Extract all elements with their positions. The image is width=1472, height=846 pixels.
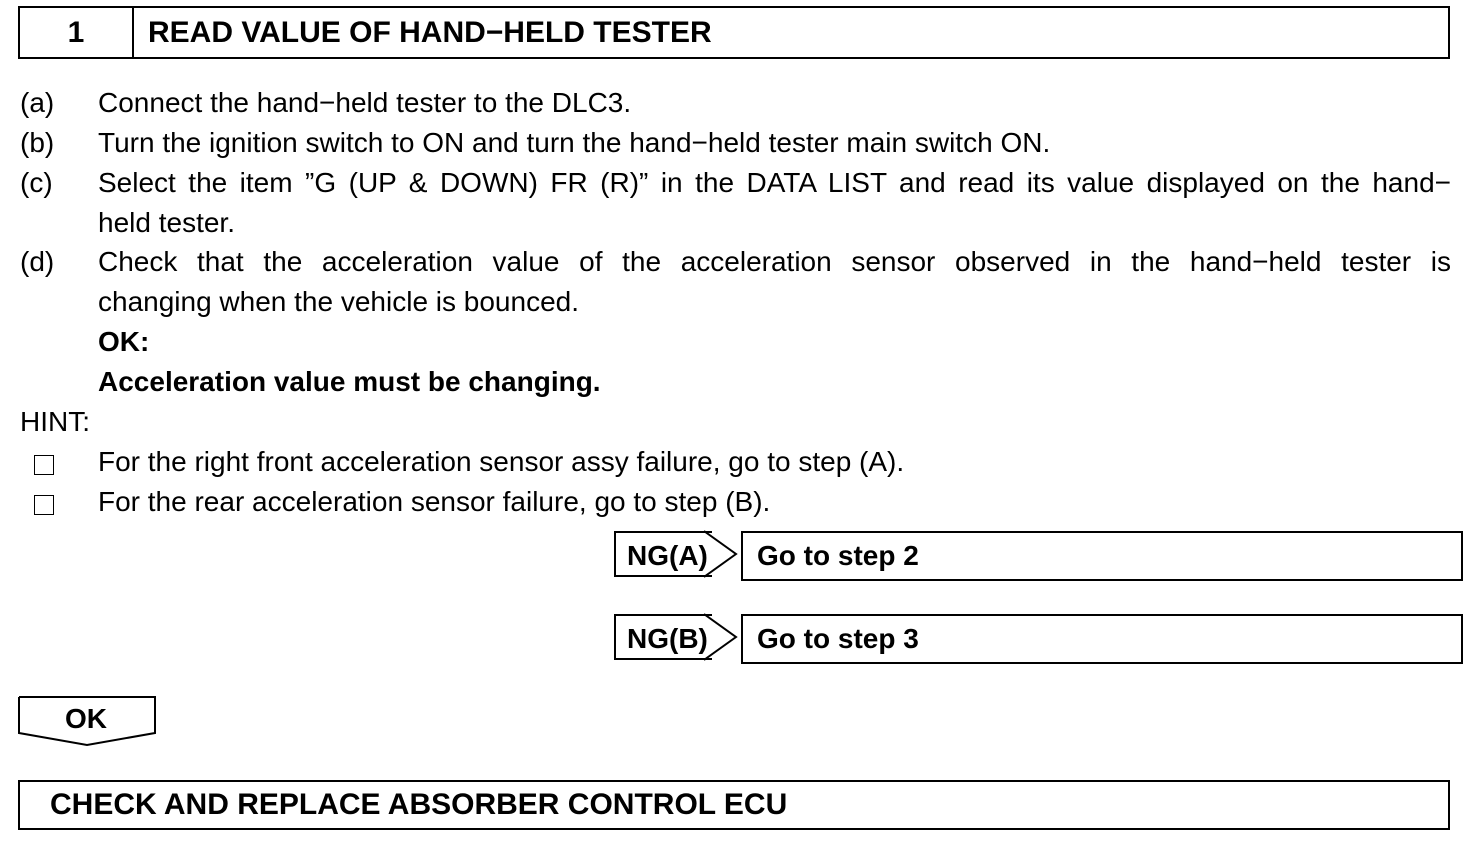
ng-b-tag: NG(B) <box>614 614 712 660</box>
next-step-box <box>18 780 1450 830</box>
next-step-title: CHECK AND REPLACE ABSORBER CONTROL ECU <box>50 788 788 821</box>
ok-flow-label: OK <box>65 703 107 734</box>
ng-a-tag: NG(A) <box>614 531 712 577</box>
hint-item-a: For the right front acceleration sensor assy failure, go to step (A). <box>98 446 905 477</box>
instruction-c-marker: (c) <box>20 167 53 198</box>
ng-a-arrow-icon <box>704 529 740 579</box>
instruction-d-text-line2: changing when the vehicle is bounced. <box>98 286 580 317</box>
ng-b-arrow-icon <box>704 612 740 662</box>
instruction-d-marker: (d) <box>20 246 55 277</box>
hint-bullet-icon <box>34 495 54 515</box>
ng-b-action-box: Go to step 3 <box>741 614 1463 664</box>
instruction-c-text-line2: held tester. <box>98 207 235 238</box>
instruction-a-text: Connect the hand−held tester to the DLC3. <box>98 87 632 118</box>
instruction-b-marker: (b) <box>20 127 55 158</box>
ok-spec-label: OK: <box>98 326 150 357</box>
hint-label: HINT: <box>20 406 90 437</box>
instruction-a-marker: (a) <box>20 87 55 118</box>
instruction-c-text-line1: Select the item ”G (UP & DOWN) FR (R)” in the DATA LIST and read its value displayed on the hand− <box>98 167 1451 198</box>
instruction-b-text: Turn the ignition switch to ON and turn the hand−held tester main switch ON. <box>98 127 1051 158</box>
hint-item-b: For the rear acceleration sensor failure, go to step (B). <box>98 486 771 517</box>
instruction-d-text-line1: Check that the acceleration value of the acceleration sensor observed in the hand−held tester is <box>98 246 1451 277</box>
hint-bullet-icon <box>34 455 54 475</box>
step-title: READ VALUE OF HAND−HELD TESTER <box>148 16 712 49</box>
ng-a-action-box: Go to step 2 <box>741 531 1463 581</box>
step-number: 1 <box>20 8 134 57</box>
ok-spec-text: Acceleration value must be changing. <box>98 366 601 397</box>
step-header <box>18 6 1450 59</box>
